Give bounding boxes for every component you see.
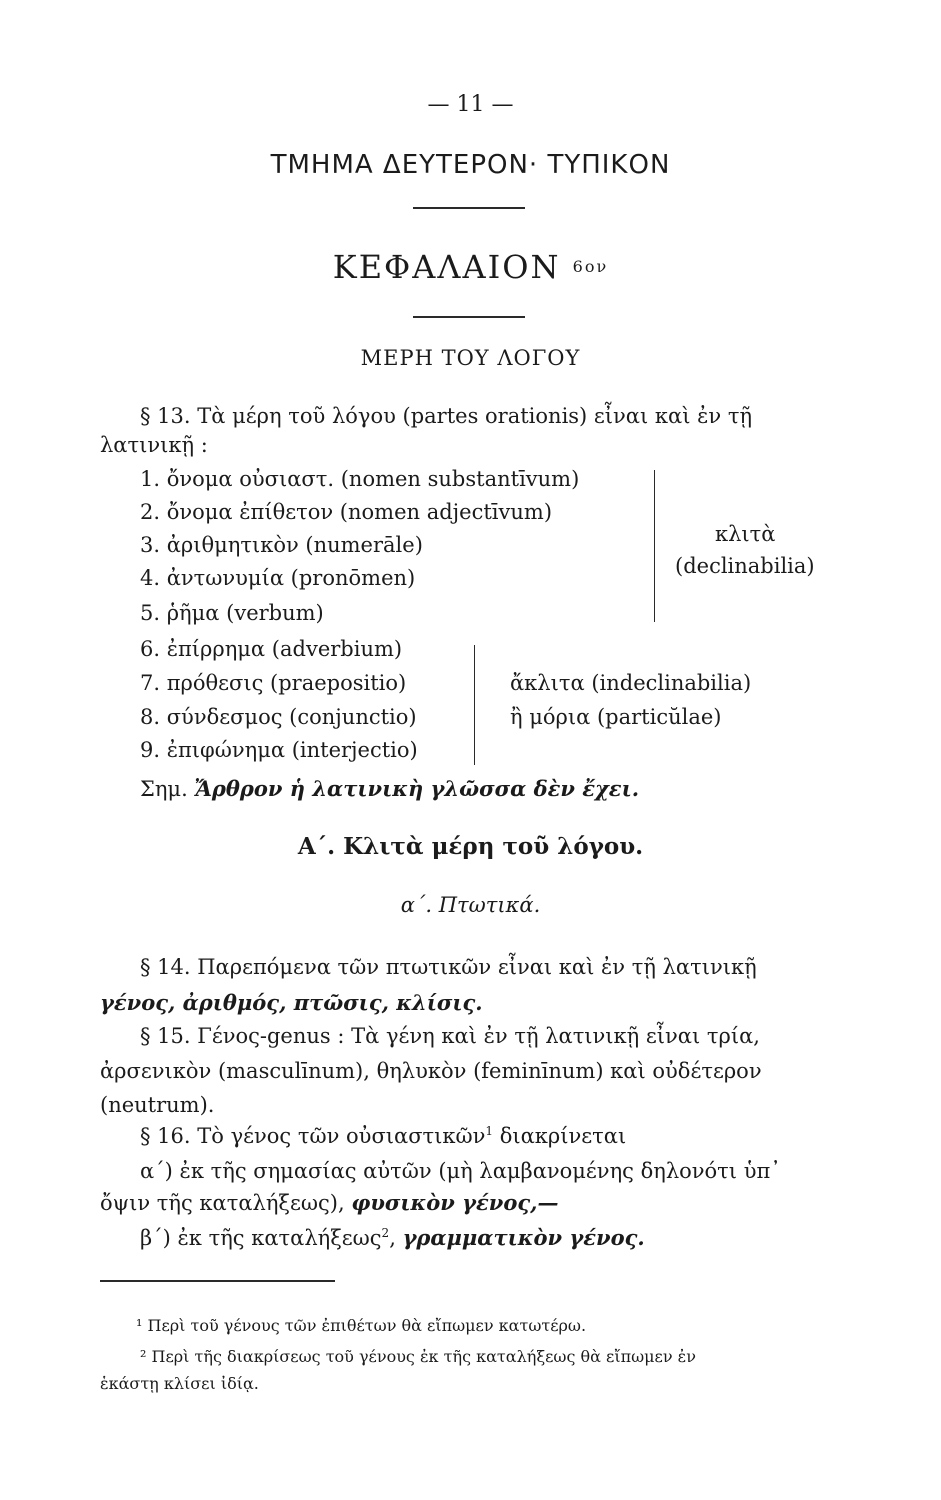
group-bracket-indeclinable (474, 645, 475, 765)
paragraph-line (140, 1124, 626, 1148)
list-item: 3. ἀριθμητικὸν (numerāle) (140, 533, 423, 557)
indeclinable-line: ἢ μόρια (particŭlae) (510, 705, 722, 729)
paragraph-line: ἀρσενικὸν (masculīnum), θηλυκὸν (feminīnum) καὶ οὐδέτερον (100, 1059, 762, 1083)
footnote-1: ¹ Περὶ τοῦ γένους τῶν ἐπιθέτων θὰ εἴπωμεν κατωτέρω. (136, 1316, 587, 1335)
divider-rule (413, 207, 525, 209)
list-item: 1. ὄνομα οὐσιαστ. (nomen substantīvum) (140, 467, 580, 491)
subheading: ΜΕΡΗ ΤΟΥ ΛΟΓΟΥ (360, 346, 581, 370)
paragraph-line: λατινικῇ : (100, 433, 208, 457)
line-text: β΄) ἐκ τῆς καταλήξεως (140, 1226, 382, 1250)
paragraph-line (100, 1190, 558, 1215)
paragraph-line: α΄) ἐκ τῆς σημασίας αὐτῶν (μὴ λαμβανομένης δηλονότι ὑπ᾽ (140, 1159, 781, 1183)
list-item: 8. σύνδεσμος (conjunctio) (140, 705, 417, 729)
group-bracket-declinable (654, 470, 655, 622)
declinable-greek: κλιτὰ (715, 522, 776, 546)
line-text: § 16. Τὸ γένος τῶν οὐσιαστικῶν (140, 1124, 486, 1148)
footnote-rule (100, 1280, 335, 1282)
footnote-2-continued: ἑκάστῃ κλίσει ἰδίᾳ. (100, 1374, 259, 1393)
chapter-title-text: ΚΕΦΑΛΑΙΟΝ (332, 248, 561, 286)
heading-declinable-parts: Α΄. Κλιτὰ μέρη τοῦ λόγου. (297, 833, 644, 860)
line-text: ὄψιν τῆς καταλήξεως), (100, 1191, 345, 1215)
line-text: διακρίνεται (499, 1124, 627, 1148)
paragraph-line: § 14. Παρεπόμενα τῶν πτωτικῶν εἶναι καὶ ἐν τῇ λατινικῇ (140, 955, 757, 979)
chapter-ordinal: 6ον (572, 257, 609, 276)
paragraph-line: § 15. Γένος-genus : Τὰ γένη καὶ ἐν τῇ λατινικῇ εἶναι τρία, (140, 1024, 760, 1048)
note-text: Ἄρθρον ἡ λατινικὴ γλῶσσα δὲν ἔχει. (194, 776, 640, 801)
line-emphasis: γραμματικὸν γένος. (402, 1225, 645, 1250)
paragraph-line: γένος, ἀριθμός, πτῶσις, κλίσις. (100, 990, 483, 1015)
list-item: 7. πρόθεσις (praepositio) (140, 671, 407, 695)
paragraph-line: § 13. Τὰ μέρη τοῦ λόγου (partes orationis) εἶναι καὶ ἐν τῇ (140, 404, 753, 428)
footnote-2: ² Περὶ τῆς διακρίσεως τοῦ γένους ἐκ τῆς καταλήξεως θὰ εἴπωμεν ἐν (140, 1347, 696, 1366)
note-label: Σημ. (140, 777, 188, 801)
declinable-latin: (declinabilia) (675, 554, 815, 578)
indeclinable-line: ἄκλιτα (indeclinabilia) (510, 671, 752, 695)
chapter-title (0, 248, 941, 286)
line-text: , (389, 1226, 396, 1250)
list-item: 5. ῥῆμα (verbum) (140, 601, 324, 625)
footnote-ref: 1 (485, 1124, 494, 1138)
divider-rule (413, 316, 525, 318)
line-emphasis: φυσικὸν γένος,— (351, 1190, 559, 1215)
note (140, 776, 639, 801)
list-item: 4. ἀντωνυμία (pronōmen) (140, 566, 416, 590)
page-number: — 11 — (427, 92, 514, 117)
footnote-ref: 2 (381, 1226, 390, 1240)
list-item: 2. ὄνομα ἐπίθετον (nomen adjectīvum) (140, 500, 553, 524)
paragraph-line (140, 1225, 645, 1250)
section-heading: ΤΜΗΜΑ ΔΕΥΤΕΡΟΝ· ΤΥΠΙΚΟΝ (270, 150, 671, 180)
list-item: 9. ἐπιφώνημα (interjectio) (140, 738, 418, 762)
list-item: 6. ἐπίρρημα (adverbium) (140, 637, 403, 661)
heading-nominals: α΄. Πτωτικά. (400, 893, 541, 917)
paragraph-line: (neutrum). (100, 1093, 215, 1117)
